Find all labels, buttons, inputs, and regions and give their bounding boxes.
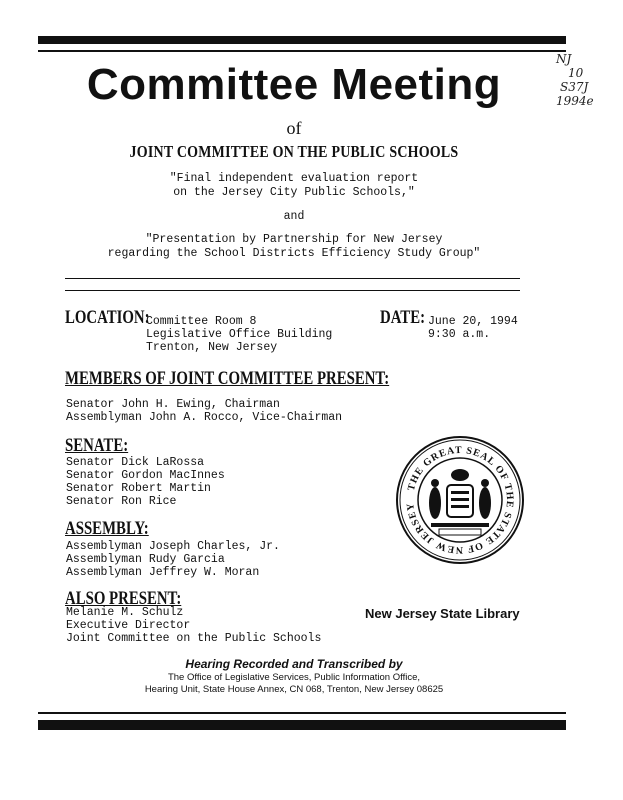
bottom-rule-thick (38, 720, 566, 730)
also-present-line: Melanie M. Schulz (66, 606, 184, 619)
page-title: Committee Meeting (86, 60, 502, 109)
handwritten-line: S37J (560, 80, 589, 94)
date-label: DATE: (380, 307, 426, 328)
members-heading: MEMBERS OF JOINT COMMITTEE PRESENT: (65, 368, 390, 389)
handwritten-line: 1994e (556, 94, 594, 108)
senator-name: Senator Ron Rice (66, 495, 177, 508)
also-present-heading: ALSO PRESENT: (65, 588, 182, 609)
divider-2 (65, 290, 520, 291)
topic2-line2: regarding the School Districts Efficiency Study Group" (107, 247, 481, 260)
bottom-rule-thin (38, 712, 566, 714)
library-stamp: New Jersey State Library (365, 606, 520, 621)
topic1-line1: "Final independent evaluation report (169, 172, 419, 185)
assembly-name: Assemblyman Jeffrey W. Moran (66, 566, 260, 579)
of-word: of (286, 118, 302, 138)
also-present-line: Executive Director (66, 619, 191, 632)
assembly-heading: ASSEMBLY: (65, 518, 149, 539)
great-seal-image (395, 435, 525, 565)
top-rule-thin (38, 50, 566, 52)
assembly-name: Assemblyman Rudy Garcia (66, 553, 225, 566)
senator-name: Senator Dick LaRossa (66, 456, 205, 469)
assembly-name: Assemblyman Joseph Charles, Jr. (66, 540, 280, 553)
recorded-by-title: Hearing Recorded and Transcribed by (185, 657, 403, 671)
member-name: Senator John H. Ewing, Chairman (66, 398, 280, 411)
coat-of-arms-icon (429, 469, 491, 535)
footer-line: The Office of Legislative Services, Public Information Office, (167, 672, 421, 683)
date-line: 9:30 a.m. (428, 328, 491, 341)
handwritten-line: 10 (568, 66, 584, 80)
senate-heading: SENATE: (65, 435, 129, 456)
senator-name: Senator Robert Martin (66, 482, 211, 495)
location-label: LOCATION: (65, 307, 150, 328)
footer-line: Hearing Unit, State House Annex, CN 068, Trenton, New Jersey 08625 (144, 684, 444, 695)
location-line: Trenton, New Jersey (146, 341, 278, 354)
divider-1 (65, 278, 520, 279)
topic1-line2: on the Jersey City Public Schools," (173, 186, 415, 199)
topic2-line1: "Presentation by Partnership for New Jersey (145, 233, 443, 246)
senator-name: Senator Gordon MacInnes (66, 469, 225, 482)
seal-text: THE GREAT SEAL OF THE STATE OF NEW JERSEY (404, 444, 516, 556)
handwritten-line: NJ (556, 52, 572, 66)
location-line: Committee Room 8 (146, 315, 257, 328)
member-name: Assemblyman John A. Rocco, Vice-Chairman (66, 411, 343, 424)
also-present-line: Joint Committee on the Public Schools (66, 632, 322, 645)
date-line: June 20, 1994 (428, 315, 518, 328)
committee-name: JOINT COMMITTEE ON THE PUBLIC SCHOOLS (129, 142, 459, 161)
top-rule-thick (38, 36, 566, 44)
location-line: Legislative Office Building (146, 328, 333, 341)
and-word: and (283, 210, 305, 223)
